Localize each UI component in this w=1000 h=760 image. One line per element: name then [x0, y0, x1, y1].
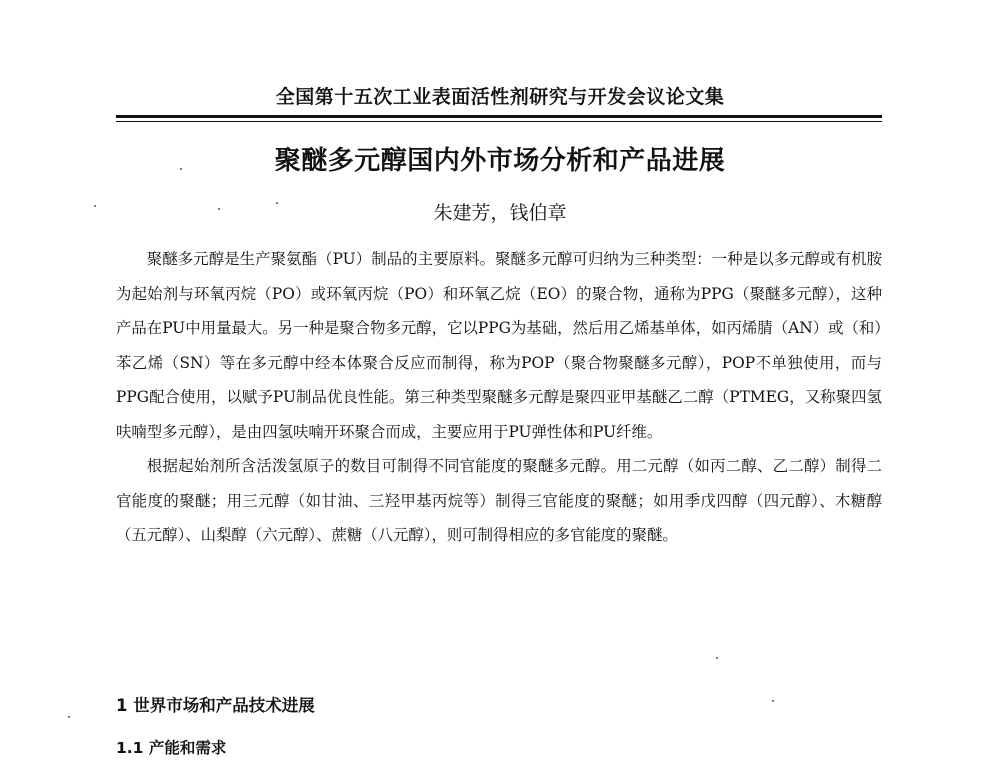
- body-paragraph: 聚醚多元醇是生产聚氨酯（PU）制品的主要原料。聚醚多元醇可归纳为三种类型：一种是以多元醇或有机胺为起始剂与环氧丙烷（PO）或环氧丙烷（PO）和环氧乙烷（EO）的聚合物，通称为PPG（聚醚多元醇），这种产品在PU中用量最大。另一种是聚合物多元醇，它以PPG为基础，然后用乙烯基单体，如丙烯腈（AN）或（和）苯乙烯（SN）等在多元醇中经本体聚合反应而制得，称为POP（聚合物聚醚多元醇），POP不单独使用，而与PPG配合使用，以赋予PU制品优良性能。第三种类型聚醚多元醇是聚四亚甲基醚乙二醇（PTMEG，又称聚四氢呋喃型多元醇），是由四氢呋喃开环聚合而成，主要应用于PU弹性体和PU纤维。: [116, 250, 882, 441]
- scan-speck: [716, 657, 718, 659]
- article-authors: 朱建芳，钱伯章: [433, 202, 567, 224]
- section-heading: 1 世界市场和产品技术进展: [116, 696, 315, 715]
- scan-speck: [772, 700, 774, 702]
- header-rule-thick: [116, 115, 882, 118]
- article-title: 聚醚多元醇国内外市场分析和产品进展: [274, 146, 726, 176]
- header-rule-thin: [116, 121, 882, 122]
- subsection-heading: 1.1 产能和需求: [116, 739, 227, 757]
- scan-speck: [218, 208, 220, 210]
- scan-speck: [276, 202, 278, 204]
- scan-speck: [68, 716, 70, 718]
- article-body: [116, 242, 882, 553]
- scan-speck: [94, 205, 96, 207]
- running-header: 全国第十五次工业表面活性剂研究与开发会议论文集: [275, 86, 725, 108]
- body-paragraph: 根据起始剂所含活泼氢原子的数目可制得不同官能度的聚醚多元醇。用二元醇（如丙二醇、乙二醇）制得二官能度的聚醚；用三元醇（如甘油、三羟甲基丙烷等）制得三官能度的聚醚；如用季戊四醇（四元醇）、木糖醇（五元醇）、山梨醇（六元醇）、蔗糖（八元醇），则可制得相应的多官能度的聚醚。: [116, 457, 882, 544]
- scan-speck: [180, 168, 182, 170]
